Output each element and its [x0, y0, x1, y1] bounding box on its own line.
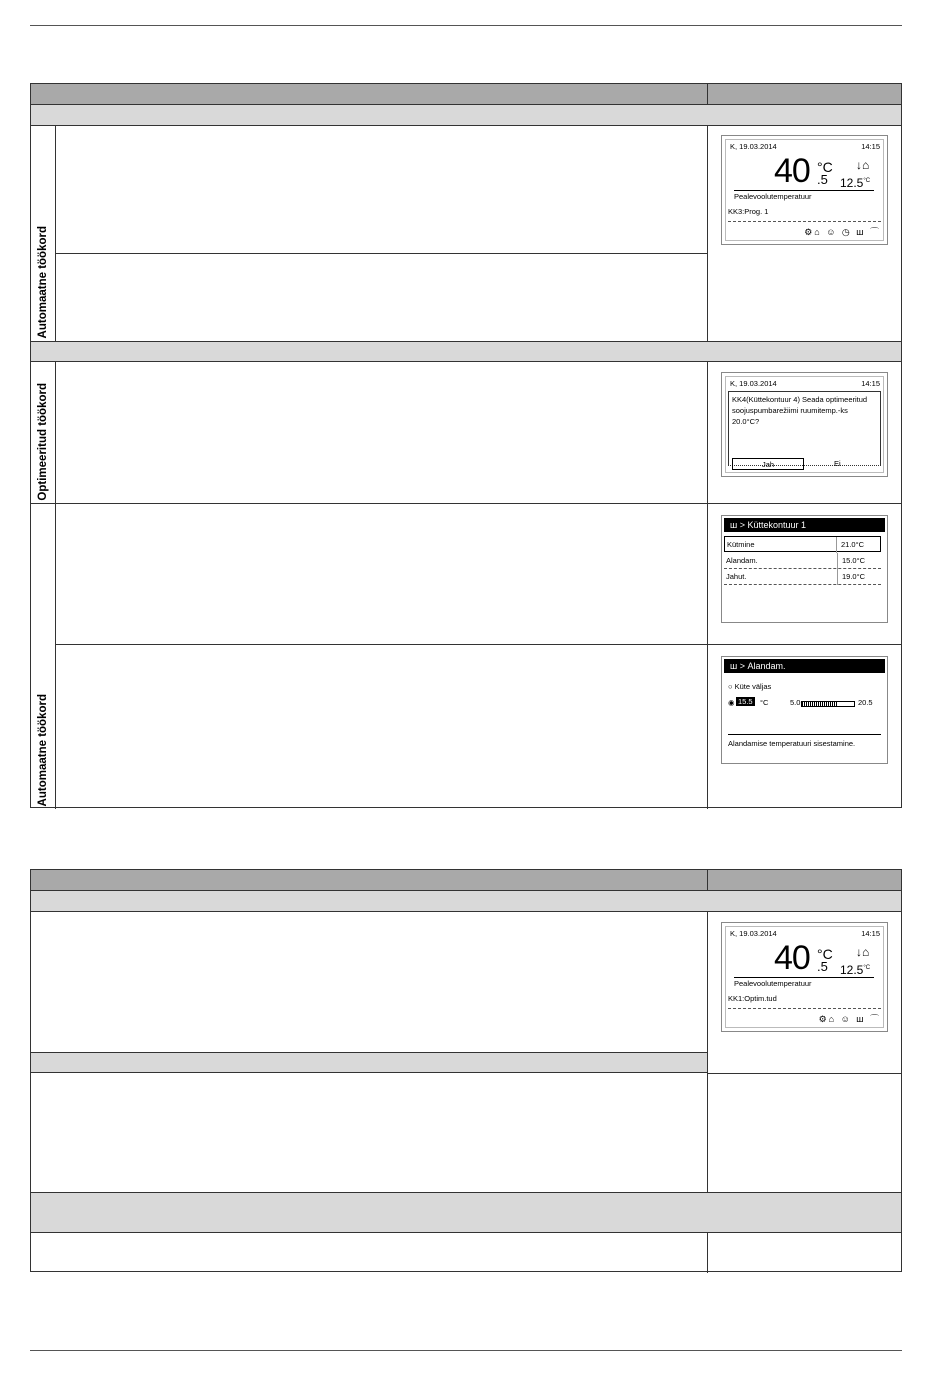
menu-row[interactable]: Kütmine 21.0°C [724, 536, 881, 552]
menu-title: ш > Alandam. [724, 659, 885, 673]
status-icons: ⚙⌂ ☺ ш ⌒ [818, 1014, 881, 1024]
status-icons: ⚙⌂ ☺ ◷ ш ⌒ [804, 227, 881, 237]
value-field[interactable]: 15.5 [738, 697, 753, 706]
display-standard-auto: K, 19.03.2014 14:15 40 °C .5 ↓⌂ $12.5^{^\circ C}$ Pealevoolutemperatuur KK3:Prog. 1 ⚙⌂ ☺ ◷ ш ⌒ [721, 135, 888, 245]
section-label-auto-2: Automaatne töökord [37, 693, 49, 806]
section-header-auto [31, 105, 901, 126]
section-header [31, 1052, 707, 1073]
setback-slider[interactable] [801, 701, 855, 707]
menu-row[interactable]: Jahut. 19.0°C [724, 569, 881, 585]
radio-selected-icon[interactable]: ◉ [728, 698, 735, 707]
house-arrow-icon: ↓⌂ [856, 945, 870, 959]
no-button[interactable]: Ei [834, 459, 841, 468]
table-header [31, 84, 901, 105]
display-dialog: K, 19.03.2014 14:15 KK4(Küttekontuur 4) Seada optimeeritud soojuspumbarežiimi ruumitemp.-ks 20.0°C? Jah Ei [721, 372, 888, 477]
dialog-message: KK4(Küttekontuur 4) Seada optimeeritud soojuspumbarežiimi ruumitemp.-ks 20.0°C? [728, 391, 881, 466]
yes-button[interactable]: Jah [732, 458, 804, 470]
top-rule [30, 25, 902, 26]
radio-icon[interactable]: ○ [728, 682, 733, 691]
house-arrow-icon: ↓⌂ [856, 158, 870, 172]
table-header [31, 870, 901, 891]
section-label-auto: Automaatne töökord [37, 225, 49, 338]
display-setback: ш > Alandam. ○ Küte väljas ◉ 15.5 °C 5.0 20.5 Alandamise temperatuuri sisestamine. [721, 656, 888, 764]
menu-row[interactable]: Alandam. 15.0°C [724, 553, 881, 569]
menu-title: ш > Küttekontuur 1 [724, 518, 885, 532]
bottom-rule [30, 1350, 902, 1351]
section-label-optimized: Optimeeritud töökord [37, 383, 49, 501]
display-standard-optimized: K, 19.03.2014 14:15 40 °C .5 ↓⌂ $12.5^{^\circ C}$ Pealevoolutemperatuur KK1:Optim.tud ⚙⌂ ☺ ш ⌒ [721, 922, 888, 1032]
section-header [31, 891, 901, 912]
display-menu [721, 515, 888, 623]
section-header [31, 1192, 901, 1233]
section-header-optimized [31, 341, 901, 362]
